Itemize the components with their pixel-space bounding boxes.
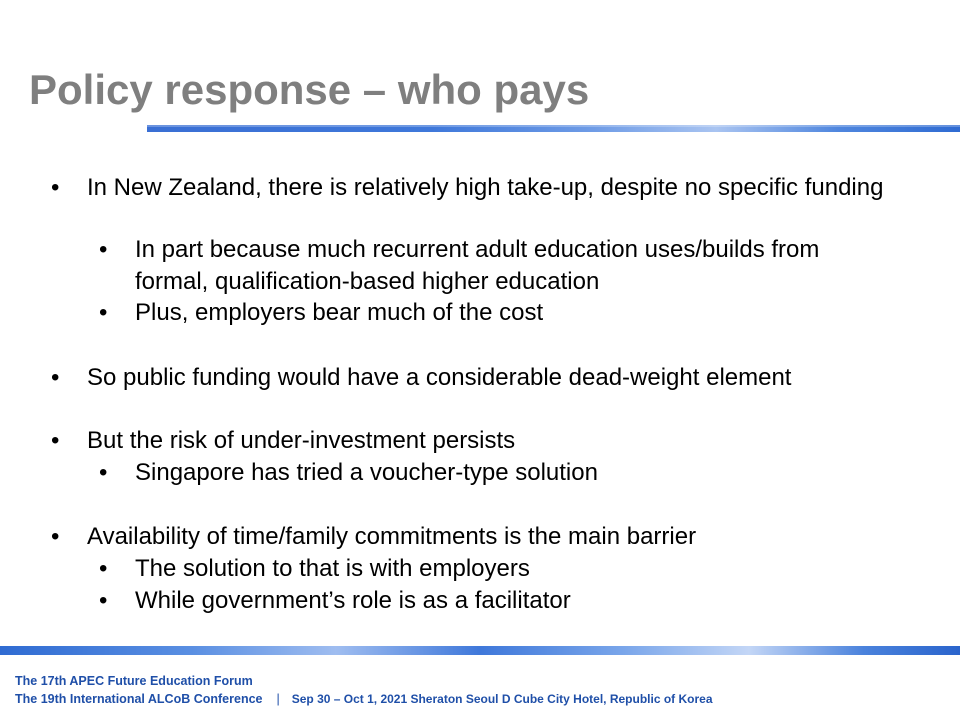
sub-bullet-item <box>99 234 875 298</box>
bullet-dot: • <box>99 555 108 582</box>
bullet-dot: • <box>51 427 60 454</box>
bullet-dot: • <box>51 174 60 201</box>
footer-conference-line <box>15 692 713 706</box>
sub-bullet-item <box>99 553 875 585</box>
bullet-item <box>51 172 907 204</box>
bullet-item <box>51 425 907 457</box>
bullet-text: While government’s role is as a facilitator <box>135 587 571 614</box>
bullet-text: Singapore has tried a voucher-type solution <box>135 459 598 486</box>
sub-bullet-item <box>99 457 875 489</box>
bullet-text: Plus, employers bear much of the cost <box>135 299 544 326</box>
sub-bullet-item <box>99 297 875 329</box>
bullet-item <box>51 521 907 553</box>
bullet-dot: • <box>99 587 108 614</box>
bullet-text: Availability of time/family commitments is the main barrier <box>87 523 697 550</box>
footer-forum-name: The 17th APEC Future Education Forum <box>15 674 253 688</box>
bullet-dot: • <box>51 523 60 550</box>
bullet-dot: • <box>99 299 108 326</box>
footer-separator: | <box>276 692 280 706</box>
bullet-item <box>51 362 907 394</box>
slide-title: Policy response – who pays <box>29 66 590 113</box>
sub-bullet-item <box>99 585 875 617</box>
bullet-text: But the risk of under-investment persists <box>87 427 516 454</box>
bullet-text: In part because much recurrent adult education uses/builds from formal, qualification-based higher education <box>135 236 820 295</box>
bullet-dot: • <box>99 459 108 486</box>
title-underline-bar <box>147 125 960 132</box>
bullet-text: The solution to that is with employers <box>135 555 530 582</box>
bullet-dot: • <box>51 364 60 391</box>
footer-venue-date: Sep 30 – Oct 1, 2021 Sheraton Seoul D Cube City Hotel, Republic of Korea <box>291 692 713 706</box>
bullet-text: In New Zealand, there is relatively high take-up, despite no specific funding <box>87 174 884 201</box>
bullet-text: So public funding would have a considerable dead-weight element <box>87 364 792 391</box>
bullet-dot: • <box>99 236 108 263</box>
footer-decorative-band <box>0 646 960 655</box>
footer-conference-name: The 19th International ALCoB Conference <box>15 692 263 706</box>
